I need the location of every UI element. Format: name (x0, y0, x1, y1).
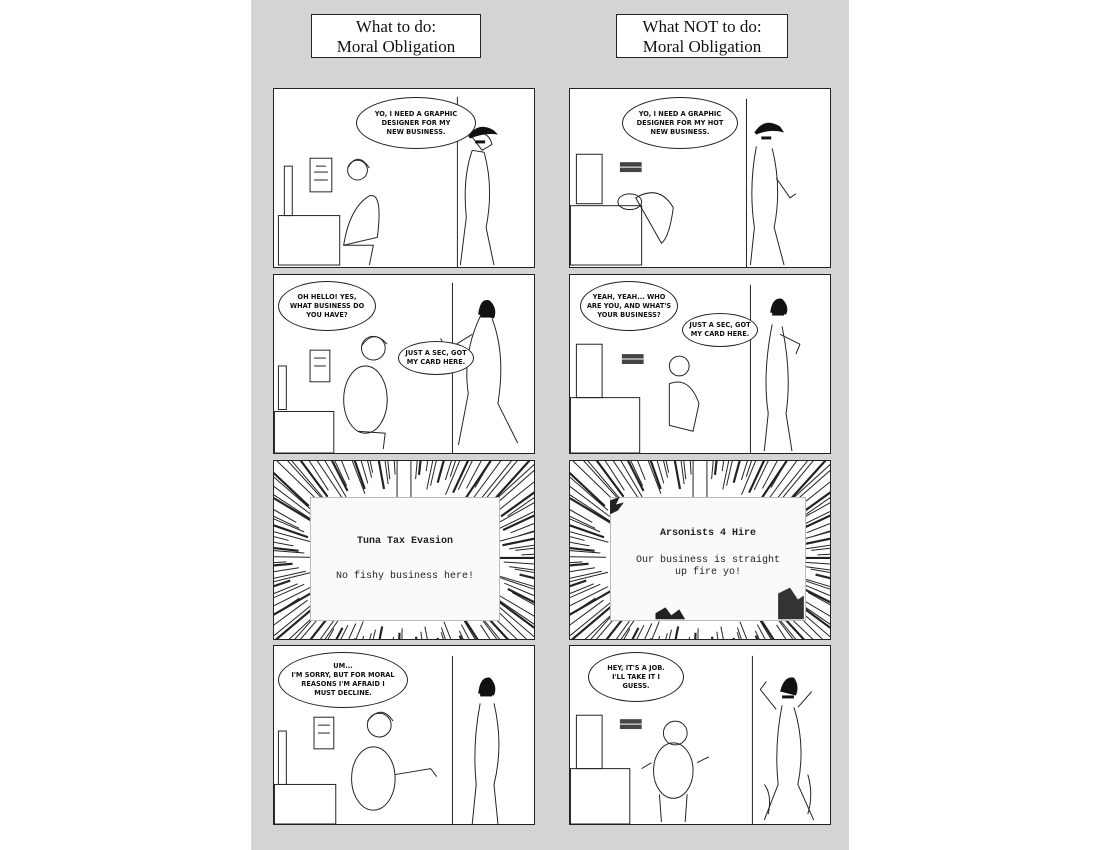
right-panel-3 (569, 460, 831, 640)
speed-line (622, 636, 660, 639)
speed-line (485, 461, 534, 500)
speed-line (781, 461, 830, 500)
speech-bubble: YEAH, YEAH... WHO ARE YOU, AND WHAT'S YOUR BUSINESS? (580, 281, 678, 331)
left-title-line-2: Moral Obligation (336, 37, 456, 56)
speed-line (504, 562, 534, 570)
speed-line (789, 461, 830, 501)
left-panel-3 (273, 460, 535, 640)
speech-bubble: JUST A SEC, GOT MY CARD HERE. (682, 313, 758, 347)
business-card (310, 497, 500, 621)
speed-line (437, 638, 469, 639)
speech-bubble: YO, I NEED A GRAPHIC DESIGNER FOR MY HOT NEW BUSINESS. (622, 97, 738, 149)
left-panel-1 (273, 88, 535, 268)
speed-line (326, 636, 364, 639)
speed-line (818, 550, 830, 555)
speed-line (382, 637, 393, 639)
speed-line (274, 470, 296, 522)
speed-line (493, 461, 534, 501)
speed-line (649, 626, 678, 639)
card-text-line-2: up fire yo! (674, 567, 741, 578)
speed-line (690, 633, 695, 639)
right-panel-4 (569, 645, 831, 825)
card-title: Tuna Tax Evasion (356, 536, 453, 547)
speed-line (678, 637, 689, 639)
card-text: No fishy business here! (335, 571, 475, 582)
right-panel-1 (569, 88, 831, 268)
speed-line (570, 556, 606, 557)
speed-line (497, 476, 534, 529)
left-title-line-1: What to do: (355, 17, 437, 36)
speed-line (274, 487, 304, 532)
speed-line (570, 487, 600, 532)
left-column-title (311, 14, 481, 58)
speed-line (288, 461, 348, 491)
speech-bubble: UM... I'M SORRY, BUT FOR MORAL REASONS I'M AFRAID I MUST DECLINE. (278, 652, 408, 708)
speed-line (584, 461, 644, 491)
burning-business-card (610, 497, 806, 621)
right-title-line-1: What NOT to do: (642, 17, 762, 36)
speed-line (453, 461, 511, 493)
right-title-line-2: Moral Obligation (642, 37, 762, 56)
speed-line (749, 461, 807, 493)
speed-line (353, 626, 382, 639)
speech-bubble: HEY, IT'S A JOB. I'LL TAKE IT I GUESS. (588, 652, 684, 702)
speed-line (522, 550, 534, 555)
speed-line (756, 636, 803, 639)
speech-bubble: YO, I NEED A GRAPHIC DESIGNER FOR MY NEW BUSINESS. (356, 97, 476, 149)
speed-line (481, 625, 534, 639)
right-panel-2 (569, 274, 831, 454)
left-panel-4 (273, 645, 535, 825)
speech-bubble: OH HELLO! YES, WHAT BUSINESS DO YOU HAVE? (278, 281, 376, 331)
speed-line (570, 588, 615, 639)
speed-line (733, 638, 765, 639)
comic-page (251, 0, 849, 850)
card-title: Arsonists 4 Hire (659, 528, 756, 539)
speed-line (777, 625, 830, 639)
card-text-line-1: Our business is straight (635, 555, 781, 566)
speed-line (274, 556, 310, 557)
speed-line (394, 633, 399, 639)
speed-line (570, 470, 592, 522)
right-column-title (616, 14, 788, 58)
speed-line (460, 636, 507, 639)
left-panel-2 (273, 274, 535, 454)
speech-bubble: JUST A SEC, GOT MY CARD HERE. (398, 341, 474, 375)
